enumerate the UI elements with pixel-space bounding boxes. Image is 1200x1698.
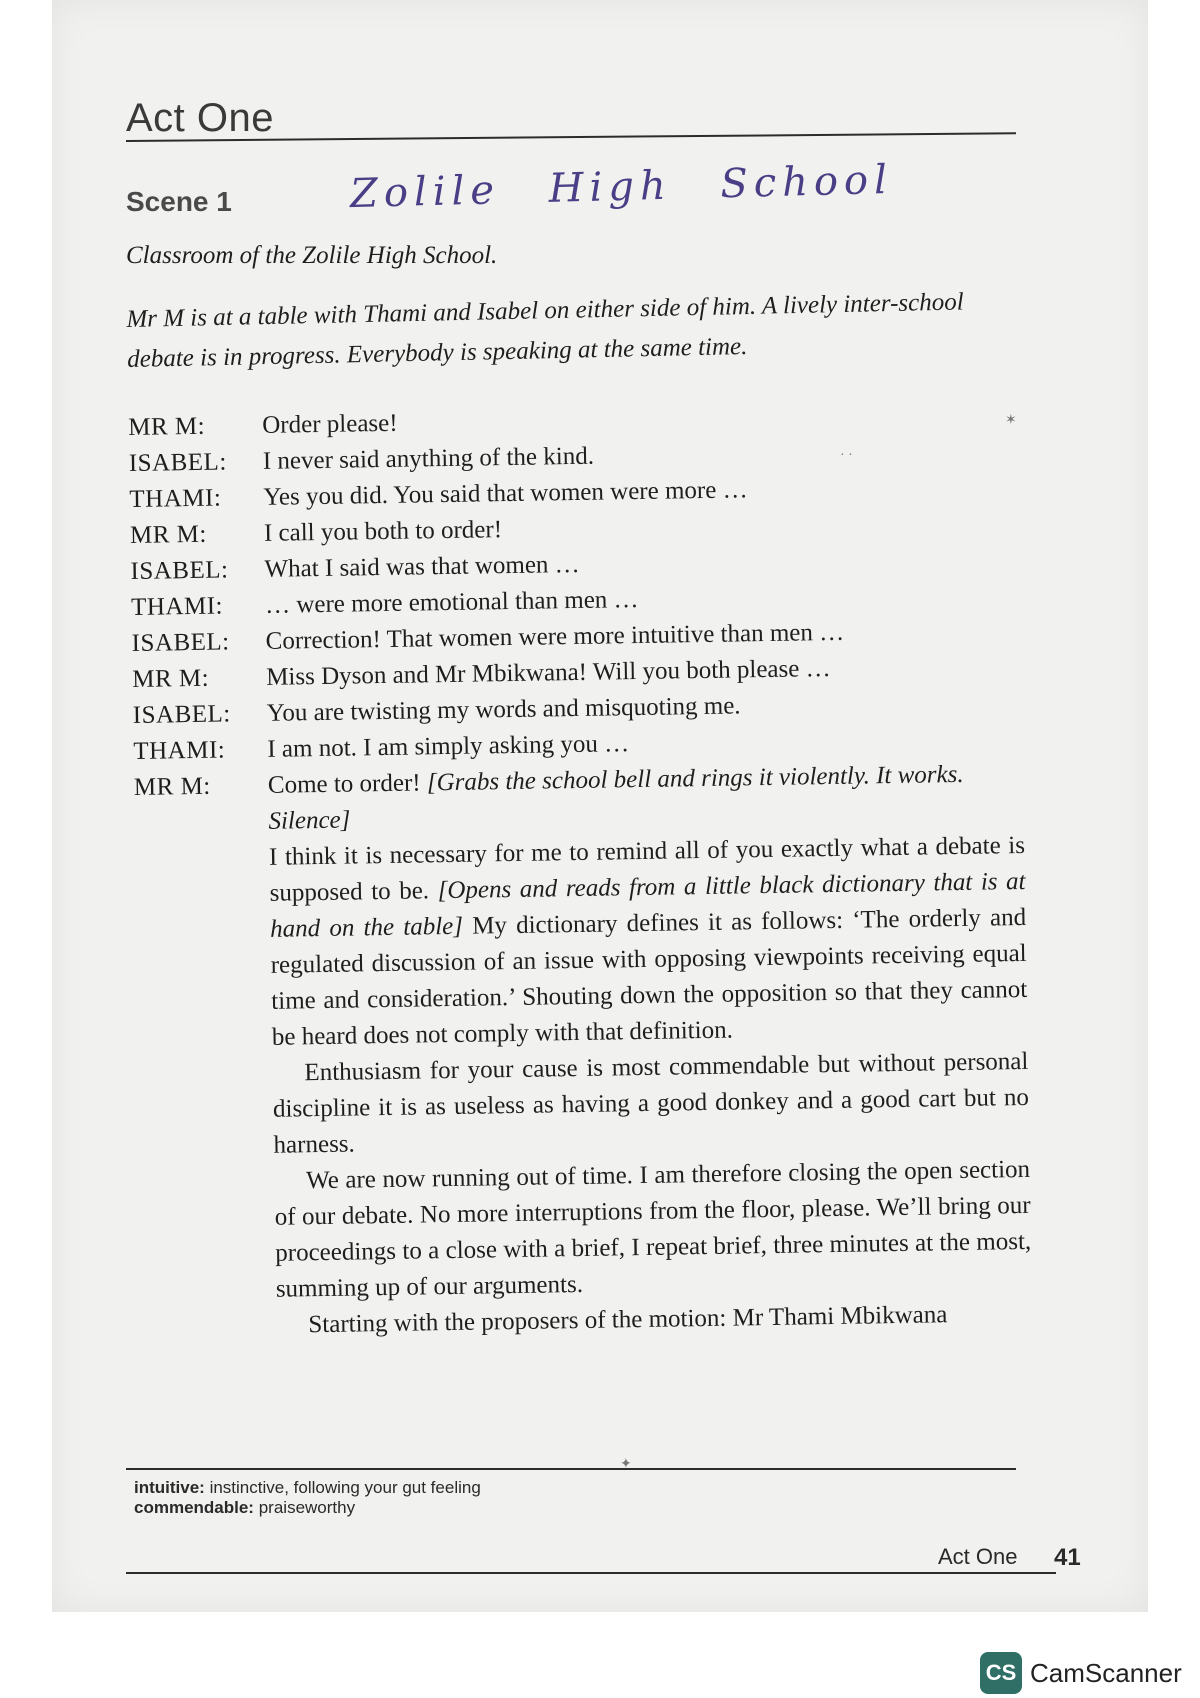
line-text: … were more emotional than men … [264,586,639,619]
scan-speck: ✶ [1005,413,1017,428]
line-text: Come to order! [267,769,421,799]
line-text: What I said was that women … [264,550,580,583]
line-text: I call you both to order! [263,516,503,547]
speaker-name: MR M: [128,412,206,441]
footer-rule [126,1572,1056,1574]
speaker-name: MR M: [132,664,210,693]
speech-paragraph: Starting with the proposers of the motion: Mr Thami Mbikwana [308,1301,948,1339]
scene-setting: Classroom of the Zolile High School. [126,242,498,269]
final-speech [134,756,1025,842]
running-head: Act One [938,1544,1018,1569]
speaker-name: MR M: [129,520,208,549]
speaker-name: ISABEL: [132,700,231,729]
speech-paragraph [269,828,1028,1056]
speaker-name: MR M: [133,772,211,801]
line-text: Correction! That women were more intuitive than men … [265,618,845,655]
speaker-name: THAMI: [133,736,226,765]
act-title: Act One [126,96,275,140]
footnote-definition: praiseworthy [258,1498,356,1517]
stage-direction-intro: Mr M is at a table with Thami and Isabel on either side of him. A lively inter-school debate is in progress. Everybody is speaking at the same time. [126,288,964,373]
speaker-name: ISABEL: [131,628,230,657]
speech-paragraph: Enthusiasm for your cause is most commendable but without personal discipline it is as useless as having a good donkey and a good cart but no harness. [272,1047,1030,1159]
stage-direction: [Opens and reads from a little black dictionary that is at hand on the table] [269,867,1026,943]
speaker-name: ISABEL: [130,556,229,585]
footnote-rule [126,1468,1016,1470]
speaker-name: THAMI: [129,484,222,513]
camscanner-watermark: CamScanner [1030,1658,1182,1688]
line-text: I am not. I am simply asking you … [267,730,630,763]
scan-speck: ✦ [620,1457,632,1472]
footnote-term: intuitive: [134,1478,205,1497]
line-text: You are twisting my words and misquoting me. [266,692,741,727]
page-number: 41 [1054,1544,1081,1571]
line-text: Yes you did. You said that women were more … [263,476,748,511]
handwritten-note: Zolile High School [349,156,894,218]
speech-paragraph: We are now running out of time. I am therefore closing the open section of our debate. No more interruptions from the floor, please. We’ll bring our proceedings to a close with a brief, I repeat brief, three minutes at the most, summing up of our arguments. [274,1155,1032,1303]
footnote [134,1478,481,1498]
footnote [134,1498,481,1518]
camscanner-logo-icon: CS [980,1652,1022,1694]
scene-label: Scene 1 [126,186,232,217]
line-text: I never said anything of the kind. [262,442,595,475]
stage-direction: [Grabs the school bell and rings it violently. It works. Silence] [268,760,964,835]
scan-speck: · · [840,448,853,463]
speaker-name: ISABEL: [128,448,227,477]
speech-text: I think it is necessary for me to remind all of you exactly what a debate is supposed to be. [268,831,1026,907]
line-text: Order please! [262,409,398,439]
line-text: Miss Dyson and Mr Mbikwana! Will you both please … [266,654,831,691]
footnote-definition: instinctive, following your gut feeling [209,1478,481,1497]
speaker-name: THAMI: [130,592,224,621]
footnotes [134,1478,481,1518]
footnote-term: commendable: [134,1498,254,1517]
dialogue [128,396,1033,1346]
speech-text: My dictionary defines it as follows: ‘The orderly and regulated discussion of an issue with opposing viewpoints receiving equal time and consideration.’ Shouting down the opposition so that they cannot be heard does not comply with that definition. [270,903,1028,1051]
